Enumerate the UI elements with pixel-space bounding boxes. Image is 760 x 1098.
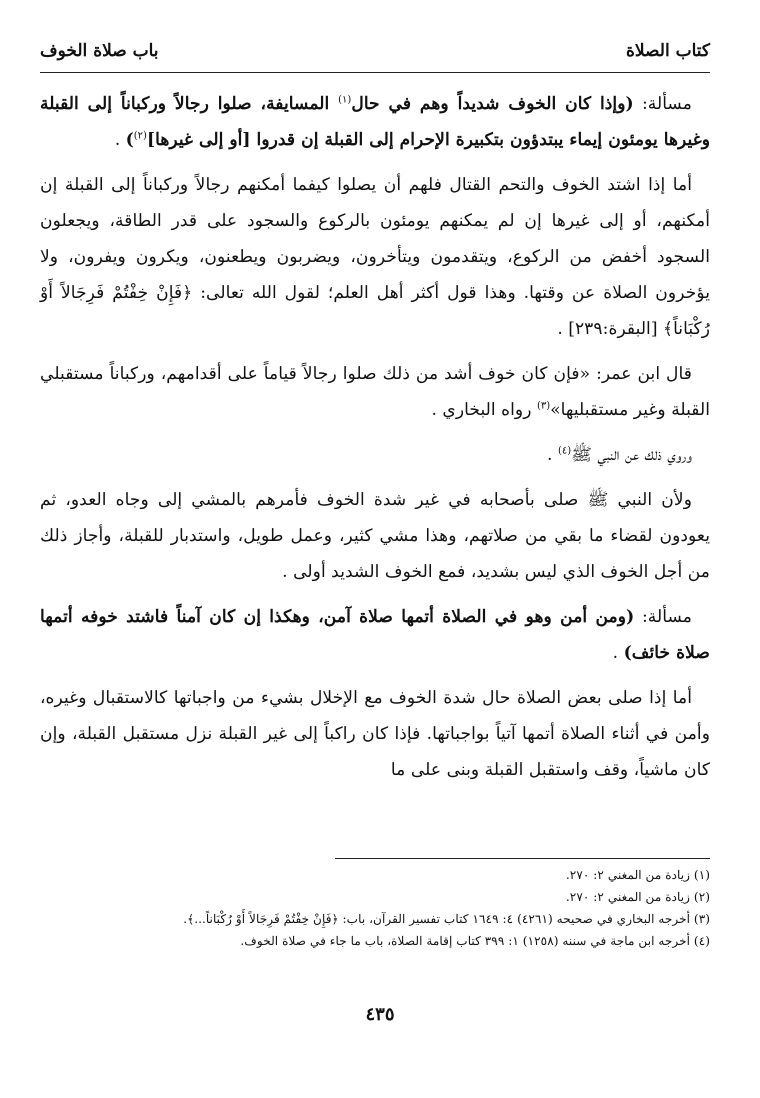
- running-header: [40, 34, 710, 68]
- chapter-title: باب صلاة الخوف: [40, 41, 159, 61]
- ibn-umar-quote-paragraph: قال ابن عمر: «فإن كان خوف أشد من ذلك صلوا رجالاً قياماً على أقدامهم، وركباناً مستقبلي القبلة وغير مستقبليها»$^{(٣)}$ رواه البخاري .: [40, 364, 710, 420]
- issue-paragraph-2: مسألة: (ومن أمن وهو في الصلاة أتمها صلاة آمن، وهكذا إن كان آمناً فاشتد خوفه أتمها صلاة خائف) .: [40, 607, 710, 663]
- prophet-narration-paragraph: وروي ذلك عن النبي ﷺ$^{(٤)}$ .: [547, 445, 692, 465]
- footnote-ref-4: (٤): [557, 445, 572, 457]
- footnote-divider: [335, 858, 710, 859]
- main-text: [40, 86, 710, 797]
- reasoning-paragraph: ولأن النبي ﷺ صلى بأصحابه في غير شدة الخوف فأمرهم بالمشي إلى وجاه العدو، ثم يعودون لقضاء ما بقي من صلاتهم، وهذا مشي كثير، وعمل طويل، واستدبار للقبلة، وأجاز ذلك من أجل الخوف الذي ليس بشديد، فمع الخوف الشديد أولى .: [40, 490, 710, 582]
- footnote-3: (٣) أخرجه البخاري في صحيحه (٤٢٦١) ٤: ١٦٤٩ كتاب تفسير القرآن، باب: ﴿فَإِنْ خِفْتُمْ فَرِجَالاً أَوْ رُكْبَاناً...﴾.: [183, 912, 710, 926]
- explanation-paragraph-2: أما إذا صلى بعض الصلاة حال شدة الخوف مع الإخلال بشيء من واجباتها كالاستقبال وغيره، وأمن في أثناء الصلاة أتمها آتياً بواجباتها. فإذا كان راكباً إلى غير القبلة نزل مستقبل القبلة، وإن كان ماشياً، وقف واستقبل القبلة وبنى على ما: [40, 688, 710, 780]
- footnote-ref-3: (٣): [536, 400, 551, 412]
- footnote-ref-1: (١): [338, 94, 352, 106]
- footnote-4: (٤) أخرجه ابن ماجة في سننه (١٢٥٨) ١: ٣٩٩ كتاب إقامة الصلاة، باب ما جاء في صلاة الخوف.: [240, 934, 710, 948]
- footnote-ref-2: (٢): [133, 130, 147, 142]
- footnote-2: (٢) زيادة من المغني ٢: ٢٧٠.: [565, 890, 710, 904]
- issue-paragraph-1: مسألة: (وإذا كان الخوف شديداً وهم في حال$^{(١)}$ المسايفة، صلوا رجالاً وركباناً إلى القبلة وغيرها يومئون إيماء يبتدؤون بتكبيرة الإحرام إلى القبلة إن قدروا [أو إلى غيرها]$^{(٢)}$) .: [40, 94, 710, 150]
- header-divider: [40, 72, 710, 73]
- footnotes: [40, 864, 710, 952]
- explanation-paragraph-1: أما إذا اشتد الخوف والتحم القتال فلهم أن يصلوا كيفما أمكنهم رجالاً وركباناً إلى القبلة إن أمكنهم، أو إلى غيرها إن لم يمكنهم يومئون بالركوع والسجود على قدر الطاقة، ويجعلون السجود أخفض من الركوع، ويتقدمون ويتأخرون، ويضربون ويطعنون، ويكرون ويفرون، ولا يؤخرون الصلاة عن وقتها. وهذا قول أكثر أهل العلم؛ لقول الله تعالى: ﴿فَإِنْ خِفْتُمْ فَرِجَالاً أَوْ رُكْبَاناً﴾ [البقرة:٢٣٩] .: [40, 175, 710, 339]
- footnote-1: (١) زيادة من المغني ٢: ٢٧٠.: [565, 868, 710, 882]
- page-number: ٤٣٥: [365, 1004, 395, 1025]
- book-title: كتاب الصلاة: [625, 41, 710, 61]
